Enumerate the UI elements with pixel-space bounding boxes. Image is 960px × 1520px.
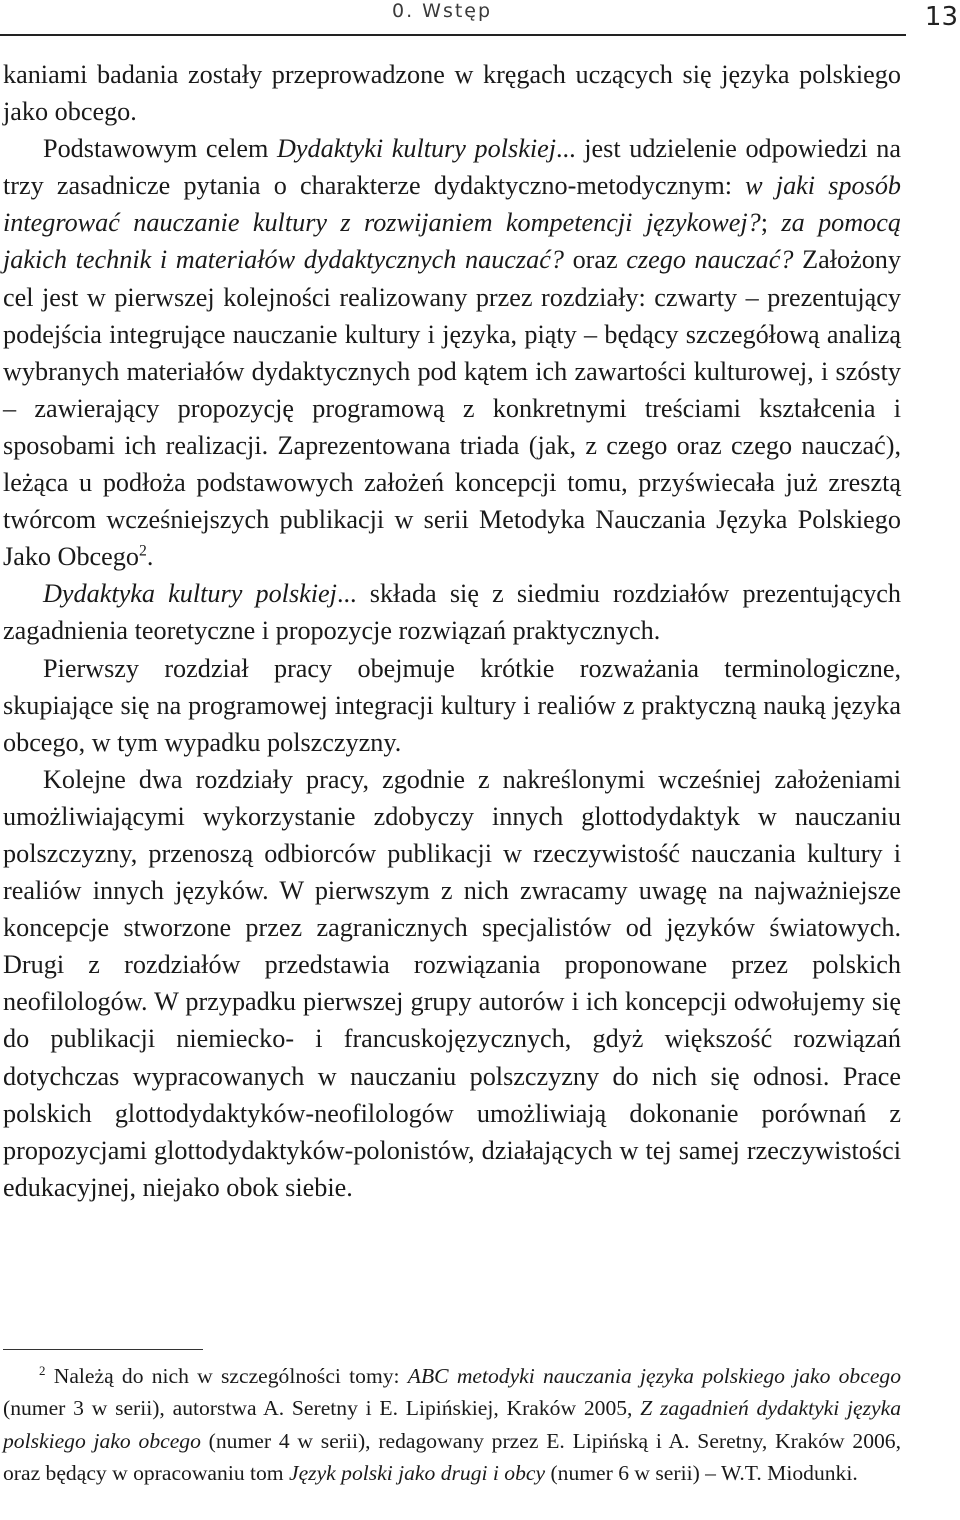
book-title-italic: Dydaktyka kultury polskiej [43, 579, 337, 609]
footnote-ref: 2 [139, 542, 147, 560]
paragraph-2-text-6: . [146, 542, 154, 572]
paragraph-2-text-3: ; [760, 208, 782, 238]
page-header [0, 0, 960, 40]
footnote [3, 1360, 901, 1489]
question-1-italic: w jaki sposób integrować nauczanie kultury z rozwijaniem kompetencji językowej? [3, 171, 902, 238]
footnote-title-2: Z zagadnień dydaktyki języka polskiego jako obcego [3, 1396, 901, 1453]
paragraph-2-text-4: oraz [563, 245, 627, 275]
paragraph-1 [3, 56, 901, 130]
header-rule [0, 34, 906, 36]
paragraph-4 [3, 650, 901, 761]
running-head: 0. Wstęp [392, 0, 493, 22]
footnote-number: 2 [39, 1362, 46, 1378]
question-2-italic: za pomocą jakich technik i materiałów dydaktycznych nauczać? [3, 208, 901, 275]
paragraph-3-text: ... składa się z siedmiu rozdziałów prezentujących zagadnienia teoretyczne i propozycje rozwiązań praktycznych. [3, 579, 902, 646]
footnote-title-1: ABC metodyki nauczania języka polskiego jako obcego [407, 1364, 901, 1388]
paragraph-2-text-1: Podstawowym celem [43, 134, 277, 164]
paragraph-5 [3, 761, 901, 1206]
footnote-title-3: Język polski jako drugi i obcy [289, 1460, 546, 1485]
paragraph-2-text-2: ... jest udzielenie odpowiedzi na trzy zasadnicze pytania o charakterze dydaktyczno-metodycznym: [3, 134, 901, 201]
paragraph-5-text: Kolejne dwa rozdziały pracy, zgodnie z nakreślonymi wcześniej założeniami umożliwiającymi wykorzystanie zdobyczy innych glottodydaktyk w nauczaniu polszczyzny, przenoszą odbiorców publikacji w rzeczywistość nauczania kultury i realiów innych języków. W pierwszym z nich zwracamy uwagę na najważniejsze koncepcje stworzone przez zagranicznych specjalistów od języków światowych. Drugi z rozdziałów przedstawia rozwiązania proponowane przez polskich neofilologów. W przypadku pierwszej grupy autorów i ich koncepcji odwołujemy się do publikacji niemiecko- i francuskojęzycznych, gdyż większość rozwiązań dotychczas wypracowanych w nauczaniu polszczyzny do nich się odnosi. Prace polskich glottodydaktyków-neofilologów umożliwiają dokonanie porównań z propozycjami glottodydaktyków-polonistów, działających w tej samej rzeczywistości edukacyjnej, niejako obok siebie. [3, 764, 901, 1202]
book-title-italic: Dydaktyki kultury polskiej [276, 134, 556, 164]
body-text [3, 56, 901, 1206]
footnote-text-4: (numer 6 w serii) – W.T. Miodunki. [545, 1460, 858, 1485]
footnote-rule [3, 1349, 203, 1350]
footnote-text-3: (numer 4 w serii), redagowany przez E. Lipińską i A. Seretny, Kraków 2006, oraz będący w opracowaniu tom [3, 1428, 901, 1485]
paragraph-2-text-5: Założony cel jest w pierwszej kolejności realizowany przez rozdziały: czwarty – prezentujący podejścia integrujące nauczanie kultury i języka, piąty – będący szczegółową analizą wybranych materiałów dydaktycznych pod kątem ich zawartości kulturowej, i szósty – zawierający propozycję programową z konkretnymi treściami kształcenia i sposobami ich realizacji. Zaprezentowana triada (jak, z czego oraz czego nauczać), leżąca u podłoża podstawowych założeń koncepcji tomu, przyświecała już zresztą twórcom wcześniejszych publikacji w serii Metodyka Nauczania Języka Polskiego Jako Obcego [3, 245, 901, 572]
paragraph-3 [3, 575, 901, 649]
paragraph-1-text: kaniami badania zostały przeprowadzone w kręgach uczących się języka polskiego jako obcego. [3, 60, 901, 127]
footnote-text-2: (numer 3 w serii), autorstwa A. Seretny i E. Lipińskiej, Kraków 2005, [3, 1396, 641, 1421]
page-number: 13 [924, 2, 958, 32]
paragraph-4-text: Pierwszy rozdział pracy obejmuje krótkie rozważania terminologiczne, skupiające się na programowej integracji kultury i realiów z praktyczną nauką języka obcego, w tym wypadku polszczyzny. [3, 653, 901, 757]
footnote-text-1: Należą do nich w szczególności tomy: [45, 1364, 408, 1388]
paragraph-2 [3, 130, 901, 575]
question-3-italic: czego nauczać? [626, 245, 794, 275]
